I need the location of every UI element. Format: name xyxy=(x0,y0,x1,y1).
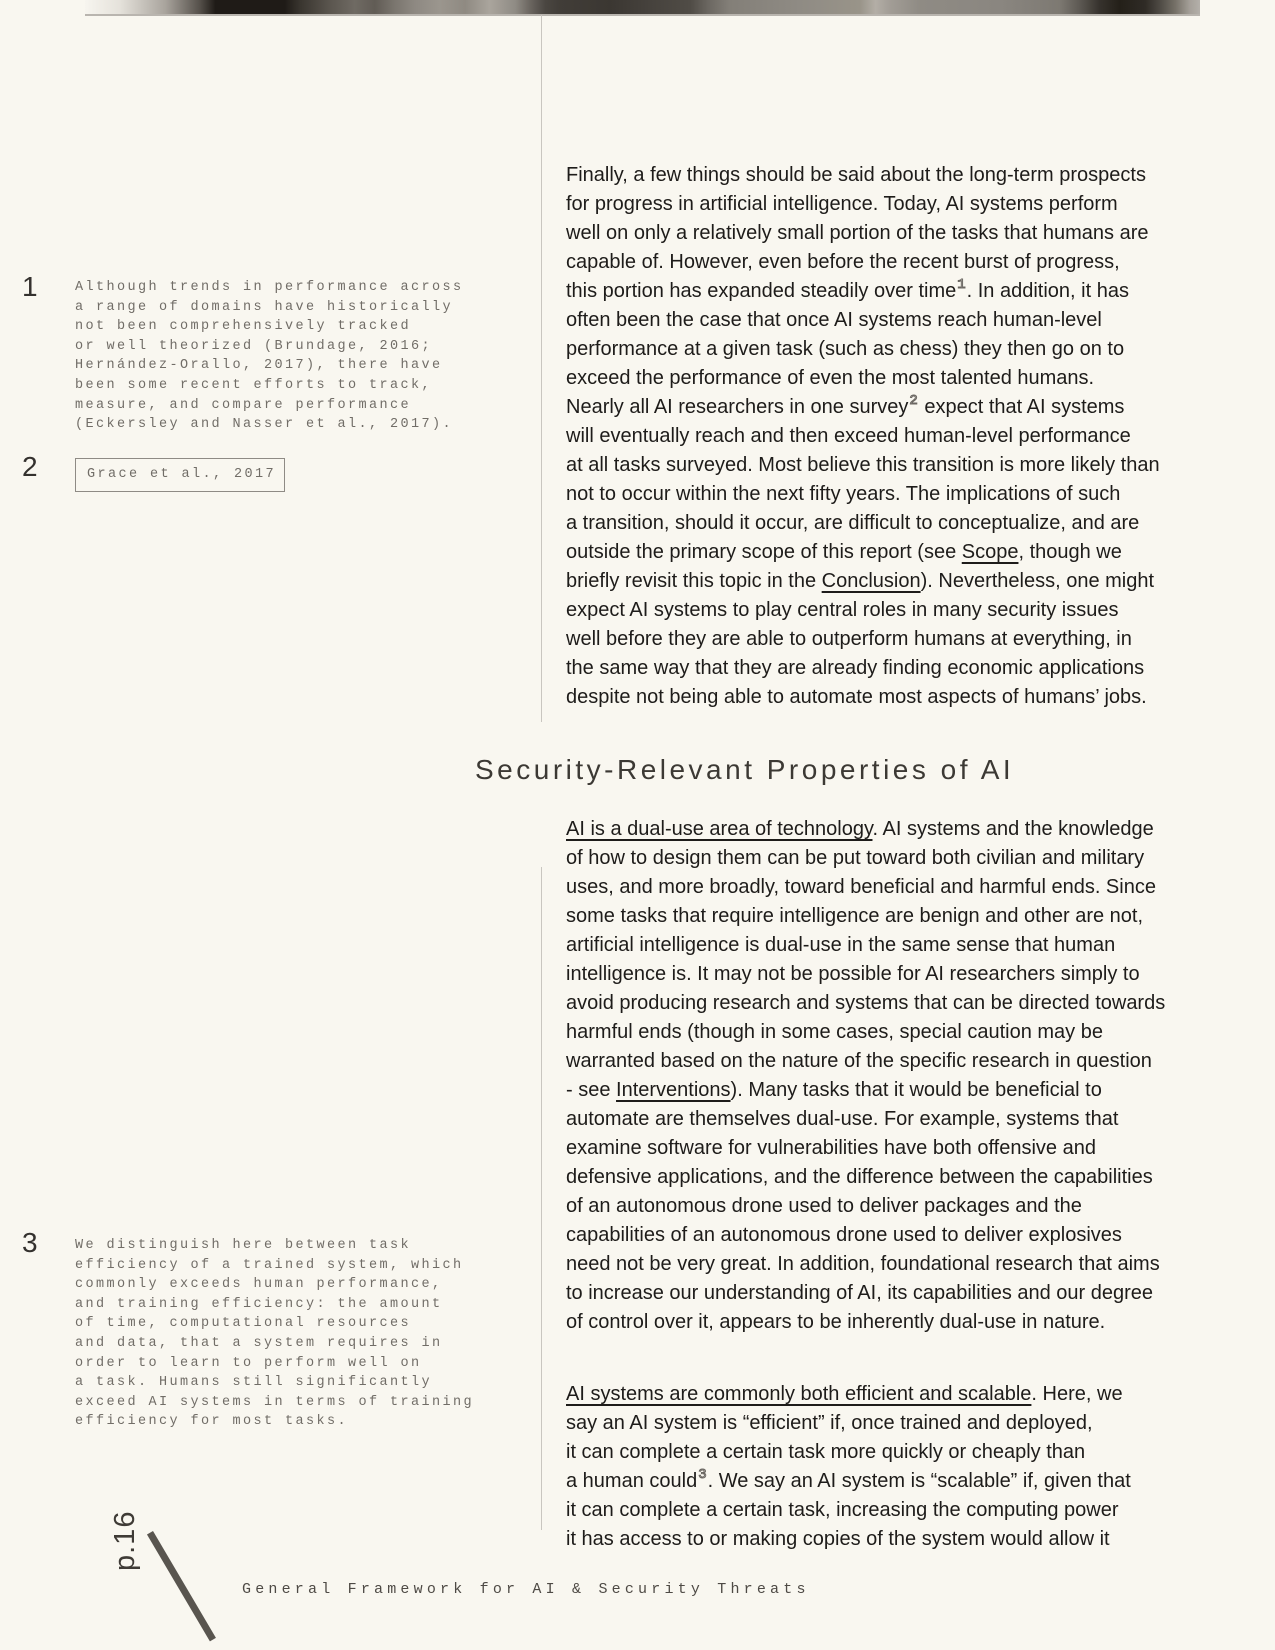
text-line: commonly exceeds human performance, xyxy=(75,1277,443,1293)
text-line: say an AI system is “efficient” if, once trained and deployed, xyxy=(566,1412,1093,1434)
text-line: exceed the performance of even the most talented humans. xyxy=(566,367,1095,389)
text-line: capabilities of an autonomous drone used to deliver explosives xyxy=(566,1224,1122,1246)
text-line: or well theorized (Brundage, 2016; xyxy=(75,338,433,354)
column-divider-upper xyxy=(541,15,542,722)
text-line: of how to design them can be put toward both civilian and military xyxy=(566,847,1145,869)
text-line: outside the primary scope of this report (see Scope, though we xyxy=(566,541,1122,563)
text-line: avoid producing research and systems that can be directed towards xyxy=(566,992,1166,1014)
text-line: performance at a given task (such as chess) they then go on to xyxy=(566,338,1125,360)
section-heading: Security-Relevant Properties of AI xyxy=(475,754,1015,785)
text-line: intelligence is. It may not be possible for AI researchers simply to xyxy=(566,963,1140,985)
section-cross-reference-link[interactable]: Scope xyxy=(961,541,1019,563)
text-line: AI is a dual-use area of technology. AI systems and the knowledge xyxy=(566,818,1154,840)
text-line: it has access to or making copies of the system would allow it xyxy=(566,1528,1110,1550)
text-line: not to occur within the next fifty years. The implications of such xyxy=(566,483,1121,505)
text-line: efficiency for most tasks. xyxy=(75,1414,349,1430)
underlined-lead-in: AI systems are commonly both efficient and scalable xyxy=(566,1383,1032,1405)
text-line: despite not being able to automate most aspects of humans’ jobs. xyxy=(566,686,1147,708)
column-divider-lower xyxy=(541,867,542,1530)
text-line: expect AI systems to play central roles in many security issues xyxy=(566,599,1119,621)
text-line: and training efficiency: the amount xyxy=(75,1296,443,1312)
text-line: well on only a relatively small portion of the tasks that humans are xyxy=(566,222,1149,244)
text-line: briefly revisit this topic in the Conclusion). Nevertheless, one might xyxy=(566,570,1155,592)
footnote-3-text xyxy=(75,1236,495,1432)
text-line: Hernández-Orallo, 2017), there have xyxy=(75,358,443,374)
text-line: to increase our understanding of AI, its capabilities and our degree xyxy=(566,1282,1154,1304)
text-line: it can complete a certain task more quickly or cheaply than xyxy=(566,1441,1086,1463)
page-number: p.16 xyxy=(109,1510,141,1571)
underlined-lead-in: AI is a dual-use area of technology xyxy=(566,818,873,840)
decorative-diagonal-line xyxy=(147,1531,216,1641)
text-line: been some recent efforts to track, xyxy=(75,377,433,393)
text-line: measure, and compare performance xyxy=(75,397,412,413)
body-paragraph-dual-use xyxy=(566,815,1206,1337)
text-line: Finally, a few things should be said about the long-term prospects xyxy=(566,164,1146,186)
text-line: of time, computational resources xyxy=(75,1316,412,1332)
text-line: exceed AI systems in terms of training xyxy=(75,1394,475,1410)
text-line: a transition, should it occur, are difficult to conceptualize, and are xyxy=(566,512,1140,534)
text-line: examine software for vulnerabilities have both offensive and xyxy=(566,1137,1096,1159)
text-line: of control over it, appears to be inherently dual-use in nature. xyxy=(566,1311,1106,1333)
text-line: a task. Humans still significantly xyxy=(75,1375,433,1391)
text-line: for progress in artificial intelligence. Today, AI systems perform xyxy=(566,193,1118,215)
text-line: We distinguish here between task xyxy=(75,1238,412,1253)
text-line: AI systems are commonly both efficient and scalable. Here, we xyxy=(566,1383,1123,1405)
footnote-ref-superscript: 1 xyxy=(957,277,966,293)
text-line: this portion has expanded steadily over time$^1$. In addition, it has xyxy=(566,277,1129,302)
body-paragraph-long-term-prospects xyxy=(566,161,1206,712)
text-line: efficiency of a trained system, which xyxy=(75,1257,464,1273)
text-line: need not be very great. In addition, foundational research that aims xyxy=(566,1253,1160,1275)
text-line: will eventually reach and then exceed human-level performance xyxy=(566,425,1131,447)
footnote-ref-superscript: 2 xyxy=(909,393,918,409)
text-line: not been comprehensively tracked xyxy=(75,319,412,335)
text-line: Although trends in performance across xyxy=(75,280,464,295)
text-line: at all tasks surveyed. Most believe this transition is more likely than xyxy=(566,454,1160,476)
text-line: automate are themselves dual-use. For example, systems that xyxy=(566,1108,1119,1130)
text-line: Nearly all AI researchers in one survey$^2$ expect that AI systems xyxy=(566,393,1125,418)
text-line: (Eckersley and Nasser et al., 2017). xyxy=(75,417,454,433)
text-line: capable of. However, even before the recent burst of progress, xyxy=(566,251,1120,273)
text-line: the same way that they are already finding economic applications xyxy=(566,657,1145,679)
text-line: well before they are able to outperform humans at everything, in xyxy=(566,628,1132,650)
decorative-gradient-strip xyxy=(85,0,1200,16)
text-line: order to learn to perform well on xyxy=(75,1355,422,1371)
text-line: often been the case that once AI systems reach human-level xyxy=(566,309,1102,331)
body-paragraph-efficient-scalable xyxy=(566,1380,1206,1554)
text-line: warranted based on the nature of the specific research in question xyxy=(566,1050,1152,1072)
text-line: defensive applications, and the difference between the capabilities xyxy=(566,1166,1153,1188)
text-line: some tasks that require intelligence are benign and other are not, xyxy=(566,905,1144,927)
footnote-2-number: 2 xyxy=(22,451,39,482)
text-line: uses, and more broadly, toward beneficial and harmful ends. Since xyxy=(566,876,1156,898)
text-line: artificial intelligence is dual-use in the same sense that human xyxy=(566,934,1116,956)
footnote-2-citation-box: Grace et al., 2017 xyxy=(75,458,285,492)
footnote-1-text xyxy=(75,278,495,435)
text-line: it can complete a certain task, increasing the computing power xyxy=(566,1499,1119,1521)
footnote-ref-superscript: 3 xyxy=(698,1467,707,1483)
text-line: harmful ends (though in some cases, special caution may be xyxy=(566,1021,1103,1043)
text-line: of an autonomous drone used to deliver packages and the xyxy=(566,1195,1082,1217)
footer-chapter-title: General Framework for AI & Security Threats xyxy=(242,1581,810,1598)
footnote-1-number: 1 xyxy=(22,271,39,302)
section-cross-reference-link[interactable]: Interventions xyxy=(616,1079,731,1101)
text-line: a range of domains have historically xyxy=(75,299,454,315)
text-line: a human could$^3$. We say an AI system is “scalable” if, given that xyxy=(566,1467,1131,1492)
text-line: - see Interventions). Many tasks that it would be beneficial to xyxy=(566,1079,1102,1101)
text-line: and data, that a system requires in xyxy=(75,1335,443,1351)
section-cross-reference-link[interactable]: Conclusion xyxy=(821,570,921,592)
footnote-3-number: 3 xyxy=(22,1227,39,1258)
